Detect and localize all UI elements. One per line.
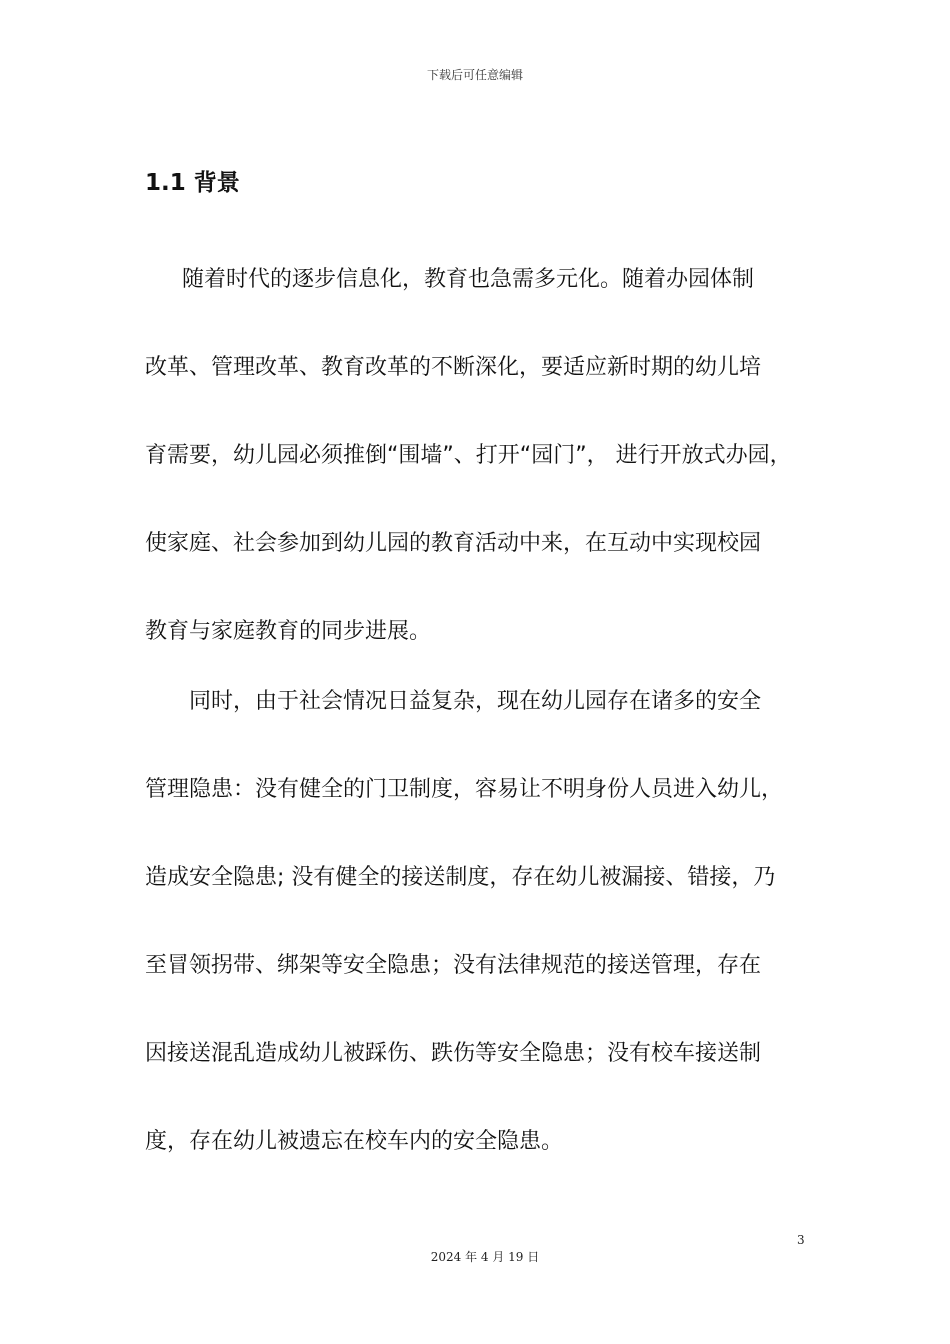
paragraph-line: 度，存在幼儿被遗忘在校车内的安全隐患。 — [145, 1129, 564, 1154]
paragraph-line: 至冒领拐带、绑架等安全隐患；没有法律规范的接送管理，存在 — [145, 953, 762, 978]
paragraph-line: 教育与家庭教育的同步进展。 — [145, 619, 432, 644]
section-heading: 1.1 背景 — [145, 170, 240, 196]
paragraph-line: 使家庭、社会参加到幼儿园的教育活动中来，在互动中实现校园 — [145, 531, 762, 556]
paragraph-line: 因接送混乱造成幼儿被踩伤、跌伤等安全隐患；没有校车接送制 — [145, 1041, 762, 1066]
paragraph-line: 同时，由于社会情况日益复杂，现在幼儿园存在诸多的安全 — [189, 689, 762, 714]
page-header: 下载后可任意编辑 — [426, 68, 523, 82]
paragraph-line: 造成安全隐患; 没有健全的接送制度，存在幼儿被漏接、错接，乃 — [145, 865, 776, 890]
paragraph-line: 随着时代的逐步信息化，教育也急需多元化。随着办园体制 — [182, 267, 755, 292]
page-number: 3 — [797, 1233, 805, 1247]
paragraph-line: 改革、管理改革、教育改革的不断深化，要适应新时期的幼儿培 — [145, 355, 762, 380]
paragraph-line: 管理隐患：没有健全的门卫制度，容易让不明身份人员进入幼儿， — [145, 777, 784, 802]
footer-date: 2024 年 4 月 19 日 — [430, 1250, 540, 1264]
paragraph-line: 育需要，幼儿园必须推倒“围墙”、打开“园门”， 进行开放式办园， — [145, 443, 792, 468]
